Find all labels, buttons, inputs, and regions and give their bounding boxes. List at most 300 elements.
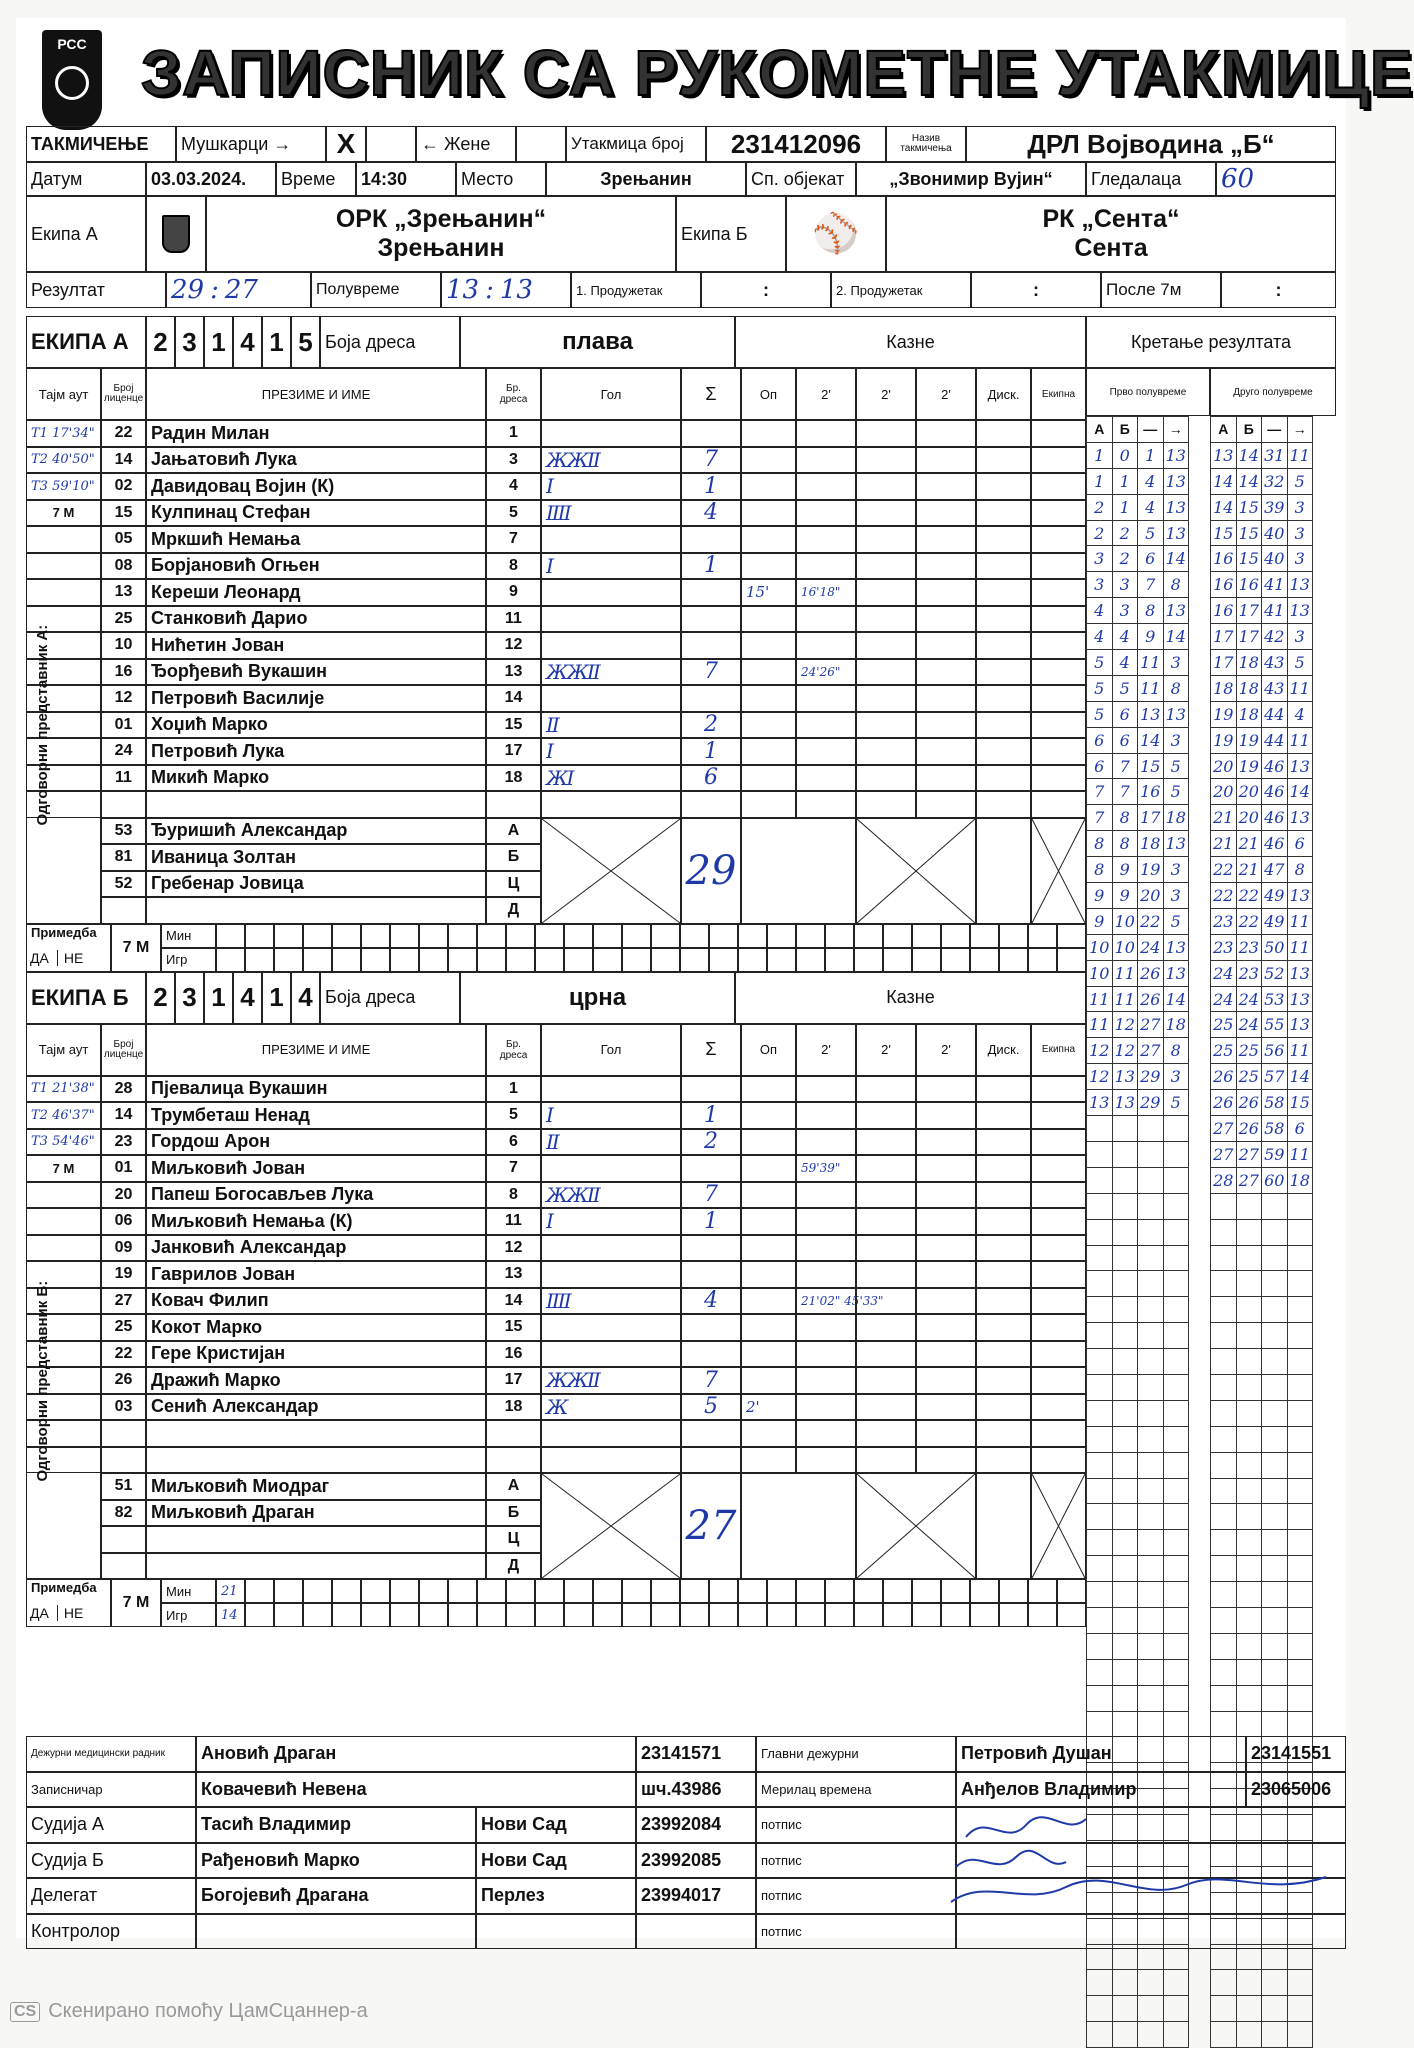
team_b-player-2min-3 <box>916 1420 976 1447</box>
team_b-igr-cell <box>680 1603 709 1627</box>
team_b-col-2min-2: 2' <box>856 1024 916 1076</box>
team_b-player-warning <box>741 1208 796 1235</box>
team_b-player-2min-3 <box>916 1341 976 1368</box>
team_b-min-cell <box>999 1579 1028 1603</box>
progress-cell <box>1112 1271 1138 1297</box>
progress-cell: 14 <box>1287 1064 1313 1090</box>
team_a-min-cell <box>970 924 999 948</box>
team_b-min-cell <box>825 1579 854 1603</box>
progress-cell: 7 <box>1087 779 1113 805</box>
venue-value: „Звонимир Вујин“ <box>856 162 1086 196</box>
team_b-player-2min-2 <box>856 1208 916 1235</box>
progress-cell <box>1138 1297 1164 1323</box>
progress-cell: 8 <box>1163 1038 1189 1064</box>
team_b-player-name: Ковач Филип <box>146 1288 486 1315</box>
team_b-player-2min-3 <box>916 1288 976 1315</box>
progress-cell: 3 <box>1287 494 1313 520</box>
team_b-col-warning: Оп <box>741 1024 796 1076</box>
team_a-player-jersey: 12 <box>486 632 541 659</box>
progress-cell <box>1211 1219 1237 1245</box>
progress-cell <box>1163 1530 1189 1556</box>
team_a-player-2min-3 <box>916 447 976 474</box>
match-record-sheet <box>16 18 1414 1941</box>
team_a-player-licence: 01 <box>101 712 146 739</box>
team_b-official-licence <box>101 1526 146 1553</box>
team_b-player-disq <box>976 1076 1031 1103</box>
team_b-igr-cell <box>825 1603 854 1627</box>
page-title: ЗАПИСНИК СА РУКОМЕТНЕ УТАКМИЦЕ <box>141 37 1414 109</box>
team_b-player-warning <box>741 1155 796 1182</box>
progress-cell: 26 <box>1236 1116 1262 1142</box>
match-no-label: Утакмица број <box>566 126 706 162</box>
progress-cell: 18 <box>1287 1167 1313 1193</box>
team_a-player-licence: 10 <box>101 632 146 659</box>
team_b-igr-cell <box>274 1603 303 1627</box>
progress-cell: 26 <box>1236 1090 1262 1116</box>
team_b-player-goals <box>541 1155 681 1182</box>
progress-cell <box>1087 1607 1113 1633</box>
progress-cell: 14 <box>1138 727 1164 753</box>
progress-cell: 27 <box>1211 1116 1237 1142</box>
team_b-player-name: Гере Кристијан <box>146 1341 486 1368</box>
team_a-7m-label: 7 М <box>26 500 101 527</box>
team_a-player-licence: 12 <box>101 685 146 712</box>
team_a-player-name: Давидовац Војин (К) <box>146 473 486 500</box>
team_b-player-2min-1 <box>796 1341 856 1368</box>
progress-cell: 2 <box>1087 494 1113 520</box>
progress-cell <box>1163 1685 1189 1711</box>
progress-cell: 17 <box>1138 805 1164 831</box>
team_b-player-name <box>146 1420 486 1447</box>
progress-cell: 1 <box>1087 442 1113 468</box>
team_b-min-cell <box>332 1579 361 1603</box>
progress-cell <box>1163 1478 1189 1504</box>
progress-cell: 18 <box>1163 1012 1189 1038</box>
team_a-igr-cell <box>332 948 361 972</box>
progress-col-header: Б <box>1112 417 1138 443</box>
progress-cell: 58 <box>1262 1116 1288 1142</box>
team_b-min-cell <box>535 1579 564 1603</box>
team_b-player-sum <box>681 1235 741 1262</box>
team_b-player-2min-1 <box>796 1076 856 1103</box>
team_a-yes-no <box>30 950 83 966</box>
progress-cell: 14 <box>1287 779 1313 805</box>
progress-cell: 39 <box>1262 494 1288 520</box>
team_b-min-cell <box>970 1579 999 1603</box>
progress-col-header: → <box>1287 417 1313 443</box>
official-sign-label: потпис <box>756 1843 956 1879</box>
team_b-player-team-pen <box>1031 1288 1086 1315</box>
team_b-player-licence: 27 <box>101 1288 146 1315</box>
team_b-igr-cell <box>477 1603 506 1627</box>
team_b-player-warning <box>741 1314 796 1341</box>
progress-cell: 17 <box>1236 624 1262 650</box>
progress-cell <box>1087 1141 1113 1167</box>
team_a-igr-cell <box>564 948 593 972</box>
progress-cell <box>1138 1374 1164 1400</box>
team_a-player-team-pen <box>1031 606 1086 633</box>
team_b-player-2min-3 <box>916 1129 976 1156</box>
team_a-col-2min-1: 2' <box>796 368 856 420</box>
official-delegate: Богојевић Драгана <box>196 1878 476 1914</box>
progress-cell <box>1211 1582 1237 1608</box>
team_a-yes-option[interactable]: ДА <box>30 949 49 966</box>
team_a-col-licence: Број лиценце <box>101 368 146 420</box>
official-scorer-id: шч.43986 <box>636 1772 756 1808</box>
team_b-col-timeout: Тајм аут <box>26 1024 101 1076</box>
team-a-name: ОРК „Зрењанин“ <box>335 205 547 233</box>
team_b-igr-cell <box>419 1603 448 1627</box>
team_a-player-2min-2 <box>856 685 916 712</box>
progress-cell: 13 <box>1163 442 1189 468</box>
result-label: Резултат <box>26 272 166 308</box>
progress-cell <box>1163 1633 1189 1659</box>
team_a-igr-cell <box>970 948 999 972</box>
team_a-goals-x-box <box>541 818 681 924</box>
men-mark[interactable]: X <box>326 126 366 162</box>
progress-cell: 15 <box>1138 753 1164 779</box>
team_a-code-digit: 1 <box>262 316 291 368</box>
progress-cell <box>1287 1374 1313 1400</box>
team_a-min-cell <box>593 924 622 948</box>
progress-cell: 9 <box>1087 883 1113 909</box>
handball-icon <box>55 66 89 100</box>
team_a-min-cell <box>622 924 651 948</box>
team_b-player-goals <box>541 1261 681 1288</box>
team_b-igr-cell <box>912 1603 941 1627</box>
progress-cell <box>1138 1659 1164 1685</box>
rss-logo: РСС <box>42 30 102 130</box>
team_a-col-warning: Оп <box>741 368 796 420</box>
progress-cell <box>1236 1530 1262 1556</box>
progress-cell <box>1262 1607 1288 1633</box>
progress-cell <box>1262 1297 1288 1323</box>
progress-cell <box>1087 1711 1113 1737</box>
team_a-player-2min-2 <box>856 606 916 633</box>
team_b-player-goals: Ж <box>541 1394 681 1421</box>
team_b-player-2min-2 <box>856 1235 916 1262</box>
team_a-player-name: Кулпинац Стефан <box>146 500 486 527</box>
progress-cell <box>1211 1426 1237 1452</box>
team_b-min-cell <box>593 1579 622 1603</box>
progress-cell <box>1138 1245 1164 1271</box>
team_b-player-2min-2 <box>856 1155 916 1182</box>
team_b-officials-label: Одговорни представник Б: <box>34 1279 51 1481</box>
progress-cell <box>1163 1374 1189 1400</box>
progress-cell <box>1236 1711 1262 1737</box>
team_a-player-2min-3 <box>916 500 976 527</box>
progress-cell: 24 <box>1236 1012 1262 1038</box>
team_b-player-name: Пјевалица Вукашин <box>146 1076 486 1103</box>
progress-cell <box>1236 1685 1262 1711</box>
team_b-min-cell <box>738 1579 767 1603</box>
team_a-empty-sum <box>681 791 741 818</box>
team_b-yes-option[interactable]: ДА <box>30 1605 49 1621</box>
progress-cell <box>1262 1374 1288 1400</box>
progress-cell <box>1112 1400 1138 1426</box>
progress-cell <box>1236 1556 1262 1582</box>
progress-cell: 9 <box>1087 908 1113 934</box>
team_a-min-cell <box>999 924 1028 948</box>
progress-cell: 18 <box>1236 675 1262 701</box>
progress-cell: 5 <box>1087 701 1113 727</box>
progress-cell: 11 <box>1287 934 1313 960</box>
overtime2-label: 2. Продужетак <box>831 272 971 308</box>
progress-cell: 11 <box>1287 675 1313 701</box>
progress-cell <box>1236 1582 1262 1608</box>
team_b-col-disq: Диск. <box>976 1024 1031 1076</box>
official-ref-a-label: Судија А <box>26 1807 196 1843</box>
team_b-player-team-pen <box>1031 1208 1086 1235</box>
team_b-timeout[interactable]: T1 21'38" <box>26 1076 101 1103</box>
team_b-timeout[interactable]: T3 54'46" <box>26 1129 101 1156</box>
progress-cell: 13 <box>1163 960 1189 986</box>
team_b-igr-cell <box>448 1603 477 1627</box>
progress-cell <box>1138 1426 1164 1452</box>
progress-cell <box>1138 1530 1164 1556</box>
team_a-igr-cell <box>999 948 1028 972</box>
progress-cell <box>1112 1374 1138 1400</box>
team_b-player-jersey: 6 <box>486 1129 541 1156</box>
team_a-player-jersey: 18 <box>486 765 541 792</box>
progress-cell: 27 <box>1138 1038 1164 1064</box>
team_a-player-2min-1 <box>796 685 856 712</box>
progress-cell <box>1163 1996 1189 2022</box>
after7m-value: : <box>1221 272 1336 308</box>
team_a-player-team-pen <box>1031 765 1086 792</box>
team_b-remark-label: Примедба <box>26 1579 111 1627</box>
team_b-player-team-pen <box>1031 1102 1086 1129</box>
progress-cell <box>1112 1504 1138 1530</box>
progress-cell <box>1262 1659 1288 1685</box>
team_b-player-2min-3 <box>916 1314 976 1341</box>
team_b-player-jersey: 5 <box>486 1102 541 1129</box>
team_a-player-team-pen <box>1031 447 1086 474</box>
team_b-player-sum <box>681 1076 741 1103</box>
progress-cell: 22 <box>1138 908 1164 934</box>
team_b-player-licence: 09 <box>101 1235 146 1262</box>
team_b-player-2min-3 <box>916 1208 976 1235</box>
camscanner-icon: CS <box>10 2002 40 2022</box>
progress-cell: 12 <box>1087 1038 1113 1064</box>
team_b-no-option[interactable]: НЕ <box>57 1605 83 1621</box>
progress-cell: 1 <box>1112 468 1138 494</box>
team_a-code-digit: 4 <box>233 316 262 368</box>
team_b-pen-empty <box>741 1473 856 1579</box>
team_a-min-cell <box>854 924 883 948</box>
team_a-player-2min-2 <box>856 765 916 792</box>
progress-cell: 20 <box>1211 779 1237 805</box>
team_b-player-disq <box>976 1129 1031 1156</box>
team_a-timeout[interactable]: T3 59'10" <box>26 473 101 500</box>
team_a-player-name: Мркшић Немања <box>146 526 486 553</box>
team_b-player-warning <box>741 1102 796 1129</box>
team_a-player-team-pen <box>1031 553 1086 580</box>
team_b-player-team-pen <box>1031 1235 1086 1262</box>
progress-cell: 13 <box>1287 1012 1313 1038</box>
team_a-player-disq <box>976 606 1031 633</box>
team_a-min-cell <box>680 924 709 948</box>
team_a-min-cell <box>448 924 477 948</box>
progress-cell <box>1112 1711 1138 1737</box>
team_b-col-team-penalty: Екипна <box>1031 1024 1086 1076</box>
result-colon: : <box>210 275 219 305</box>
team_b-player-disq <box>976 1420 1031 1447</box>
progress-cell: 23 <box>1211 934 1237 960</box>
progress-cell: 15 <box>1287 1090 1313 1116</box>
progress-cell <box>1211 1607 1237 1633</box>
team_b-official-licence: 51 <box>101 1473 146 1500</box>
team_b-player-disq <box>976 1102 1031 1129</box>
progress-cell: 5 <box>1087 675 1113 701</box>
team_a-min-cell <box>796 924 825 948</box>
team_b-timeout[interactable]: T2 46'37" <box>26 1102 101 1129</box>
progress-cell: 18 <box>1163 805 1189 831</box>
women-mark[interactable] <box>516 126 566 162</box>
team_b-player-2min-1: 21'02" 45'33" <box>796 1288 856 1315</box>
team_a-player-2min-1 <box>796 447 856 474</box>
team_b-player-goals <box>541 1235 681 1262</box>
team_a-player-name: Ђорђевић Вукашин <box>146 659 486 686</box>
team_b-player-name: Миљковић Немања (К) <box>146 1208 486 1235</box>
progress-cell <box>1112 1245 1138 1271</box>
team_b-empty-sum <box>681 1447 741 1474</box>
team_b-player-jersey: 17 <box>486 1367 541 1394</box>
progress-cell: 8 <box>1087 857 1113 883</box>
team_a-player-2min-3 <box>916 712 976 739</box>
progress-cell: 26 <box>1138 960 1164 986</box>
progress-cell <box>1211 1193 1237 1219</box>
team_a-player-2min-1 <box>796 420 856 447</box>
team_b-player-2min-3 <box>916 1394 976 1421</box>
official-timer: Анђелов Владимир <box>956 1772 1246 1808</box>
team_a-igr-cell <box>361 948 390 972</box>
team_a-player-goals: IIII <box>541 500 681 527</box>
team_a-player-disq <box>976 738 1031 765</box>
team_b-igr-cell <box>1057 1603 1086 1627</box>
team_a-player-2min-2 <box>856 473 916 500</box>
progress-cell: 4 <box>1287 701 1313 727</box>
team_a-empty-disq <box>976 791 1031 818</box>
progress-cell <box>1287 1400 1313 1426</box>
team_a-timeout[interactable]: T1 17'34" <box>26 420 101 447</box>
team_b-player-licence: 28 <box>101 1076 146 1103</box>
team_b-player-2min-3 <box>916 1235 976 1262</box>
team_a-jersey-color: плава <box>460 316 735 368</box>
official-medic-id: 23141571 <box>636 1736 756 1772</box>
team_a-team-x-box <box>1031 818 1086 924</box>
team_b-player-2min-3 <box>916 1102 976 1129</box>
team_a-min-cell <box>332 924 361 948</box>
progress-cell <box>1138 1996 1164 2022</box>
team_a-player-name: Борјановић Огњен <box>146 553 486 580</box>
team_a-igr-cell <box>303 948 332 972</box>
progress-cell: 14 <box>1163 546 1189 572</box>
team_b-player-team-pen <box>1031 1261 1086 1288</box>
team_b-player-team-pen <box>1031 1420 1086 1447</box>
progress-cell <box>1287 2022 1313 2048</box>
progress-cell: 24 <box>1211 986 1237 1012</box>
progress-cell <box>1211 1530 1237 1556</box>
official-delegate-city: Перлез <box>476 1878 636 1914</box>
team_a-timeout[interactable]: T2 40'50" <box>26 447 101 474</box>
team_a-player-licence: 08 <box>101 553 146 580</box>
team_a-col-2min-2: 2' <box>856 368 916 420</box>
progress-cell: 14 <box>1236 468 1262 494</box>
team_b-player-team-pen <box>1031 1076 1086 1103</box>
progress-cell: 8 <box>1163 675 1189 701</box>
team_a-player-disq <box>976 553 1031 580</box>
team_a-min-cell <box>738 924 767 948</box>
progress-cell <box>1138 1452 1164 1478</box>
team_a-official-role: Д <box>486 897 541 924</box>
team_a-min-cell <box>767 924 796 948</box>
team_a-no-option[interactable]: НЕ <box>57 950 83 966</box>
progress-cell: 17 <box>1236 598 1262 624</box>
team_a-player-goals: I <box>541 553 681 580</box>
progress-col-header: — <box>1138 417 1164 443</box>
team_a-player-2min-2 <box>856 447 916 474</box>
team_a-min-cell <box>564 924 593 948</box>
progress-cell: 21 <box>1211 831 1237 857</box>
progress-cell <box>1087 1504 1113 1530</box>
team_b-official-name: Миљковић Драган <box>146 1500 486 1527</box>
team_a-code-digit: 1 <box>204 316 233 368</box>
progress-cell: 17 <box>1211 650 1237 676</box>
team_a-disq-empty <box>976 818 1031 924</box>
official-scorer-label: Записничар <box>26 1772 196 1808</box>
progress-cell: 13 <box>1287 986 1313 1012</box>
progress-cell <box>1211 1556 1237 1582</box>
time-value: 14:30 <box>356 162 456 196</box>
team_b-col-name: ПРЕЗИМЕ И ИМЕ <box>146 1024 486 1076</box>
team_b-player-jersey <box>486 1420 541 1447</box>
official-blank <box>636 1914 756 1950</box>
team_b-player-sum: 4 <box>681 1288 741 1315</box>
team_b-player-jersey: 14 <box>486 1288 541 1315</box>
team_b-player-2min-2 <box>856 1394 916 1421</box>
team_b-player-team-pen <box>1031 1367 1086 1394</box>
progress-cell: 2 <box>1112 546 1138 572</box>
team_a-player-licence: 05 <box>101 526 146 553</box>
progress-cell <box>1087 1556 1113 1582</box>
team_b-player-sum: 2 <box>681 1129 741 1156</box>
progress-cell <box>1087 1530 1113 1556</box>
team_a-empty-pen <box>916 791 976 818</box>
team_a-7m-total-label: 7 М <box>111 924 161 972</box>
team_a-min-cell <box>651 924 680 948</box>
team_b-7m-label: 7 М <box>26 1155 101 1182</box>
team_a-player-2min-2 <box>856 738 916 765</box>
team_a-player-disq <box>976 579 1031 606</box>
progress-cell <box>1112 1193 1138 1219</box>
progress-cell: 14 <box>1163 986 1189 1012</box>
progress-cell: 46 <box>1262 831 1288 857</box>
team_b-player-goals <box>541 1420 681 1447</box>
progress-cell: 3 <box>1287 546 1313 572</box>
progress-cell: 58 <box>1262 1090 1288 1116</box>
progress-cell: 9 <box>1138 624 1164 650</box>
team_b-official-role: Д <box>486 1553 541 1580</box>
team_b-min-cell <box>709 1579 738 1603</box>
team_a-player-sum: 6 <box>681 765 741 792</box>
progress-cell <box>1236 1970 1262 1996</box>
team_b-igr-cell <box>738 1603 767 1627</box>
team_b-igr-cell <box>767 1603 796 1627</box>
progress-cell <box>1163 1116 1189 1142</box>
halftime-value <box>441 272 571 308</box>
progress-cell: 49 <box>1262 908 1288 934</box>
